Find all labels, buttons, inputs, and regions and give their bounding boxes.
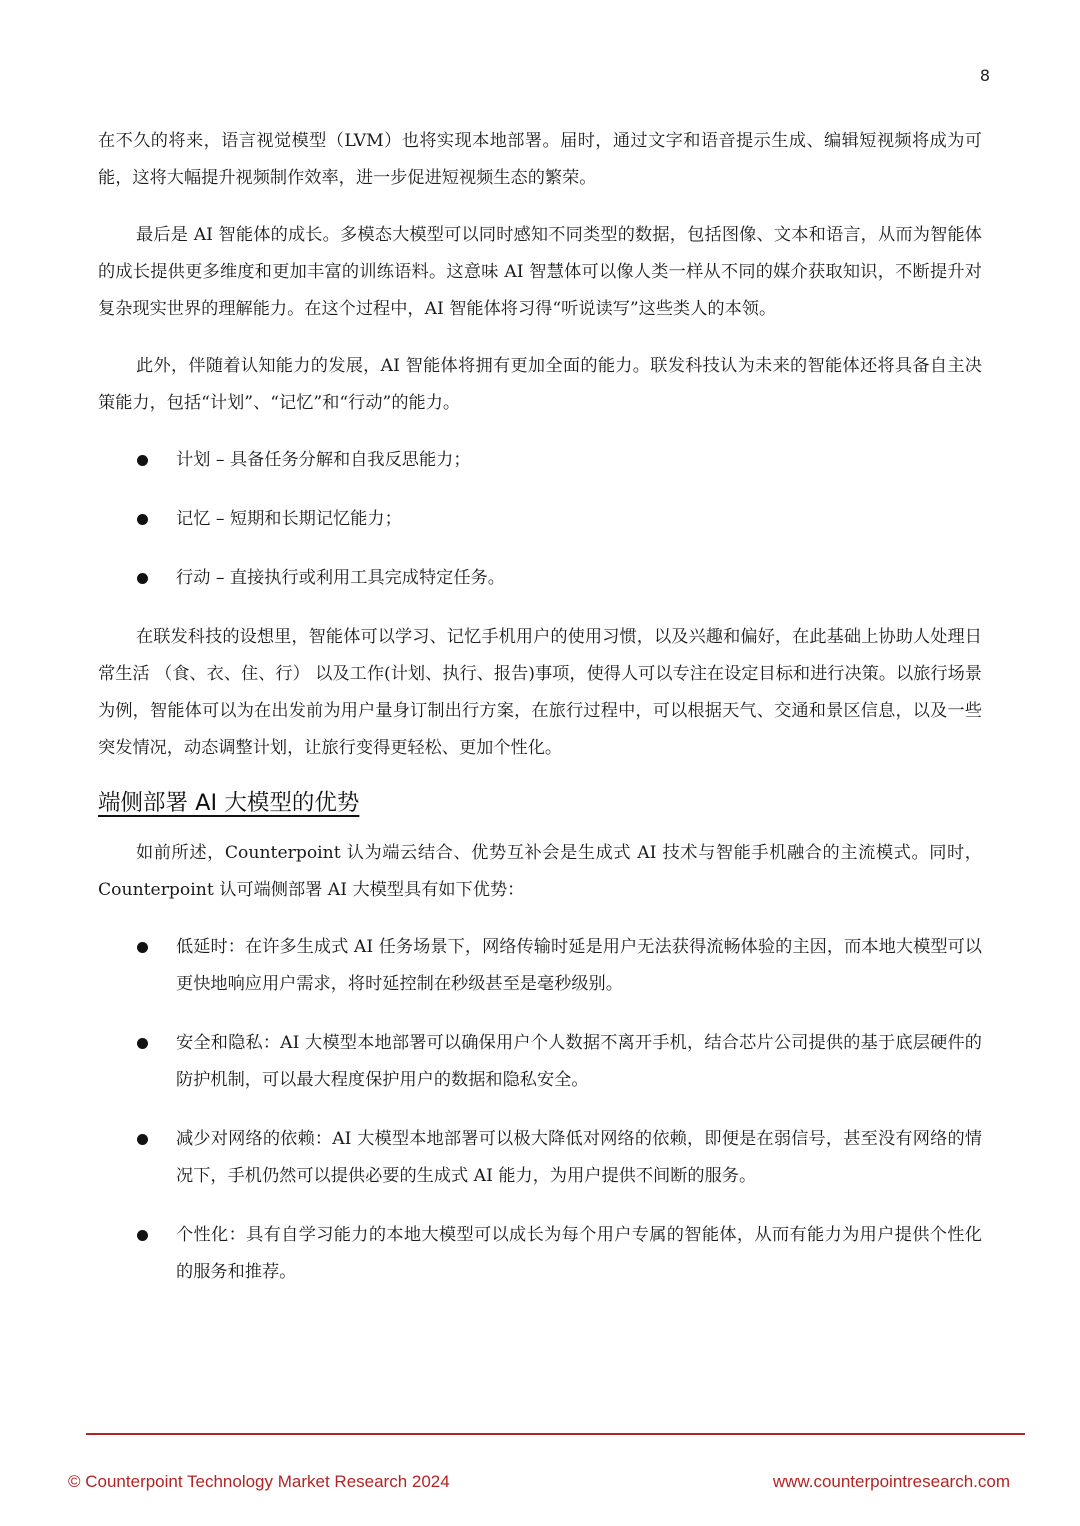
bullet-icon: [137, 1230, 148, 1241]
bullet-icon: [137, 573, 148, 584]
bullet-icon: [137, 514, 148, 525]
document-body: [98, 123, 982, 1313]
list-item-text: 计划 – 具备任务分解和自我反思能力；: [176, 450, 471, 470]
footer-website-link[interactable]: www.counterpointresearch.com: [772, 1472, 1010, 1491]
list-item-text: 低延时：在许多生成式 AI 任务场景下，网络传输时延是用户无法获得流畅体验的主因，而本地大模型可以更快地响应用户需求，将时延控制在秒级甚至是毫秒级别。: [176, 937, 982, 994]
paragraph-vision: 在联发科技的设想里，智能体可以学习、记忆手机用户的使用习惯，以及兴趣和偏好，在此基础上协助人处理日常生活 （食、衣、住、行） 以及工作(计划、执行、报告)事项，使得人可以专注在设定目标和进行决策。以旅行场景为例，智能体可以为在出发前为用户量身订制出行方案，在旅行过程中，可以根据天气、交通和景区信息，以及一些突发情况，动态调整计划，让旅行变得更轻松、更加个性化。: [98, 627, 982, 758]
bullet-icon: [137, 1134, 148, 1145]
list-item: [98, 560, 982, 597]
list-item: [98, 501, 982, 538]
section-title: 端侧部署 AI 大模型的优势: [98, 790, 360, 816]
bullet-icon: [137, 455, 148, 466]
footer-divider: [86, 1433, 1025, 1435]
list-item: [98, 442, 982, 479]
paragraph-lvm: 在不久的将来，语言视觉模型（LVM）也将实现本地部署。届时，通过文字和语音提示生成、编辑短视频将成为可能，这将大幅提升视频制作效率，进一步促进短视频生态的繁荣。: [98, 131, 982, 188]
capabilities-list: [98, 442, 982, 597]
paragraph-agent-abilities: 此外，伴随着认知能力的发展，AI 智能体将拥有更加全面的能力。联发科技认为未来的智能体还将具备自主决策能力，包括“计划”、“记忆”和“行动”的能力。: [98, 356, 982, 413]
bullet-icon: [137, 1038, 148, 1049]
paragraph-agent-growth: 最后是 AI 智能体的成长。多模态大模型可以同时感知不同类型的数据，包括图像、文本和语言，从而为智能体的成长提供更多维度和更加丰富的训练语料。这意味 AI 智慧体可以像人类一样从不同的媒介获取知识，不断提升对复杂现实世界的理解能力。在这个过程中，AI 智能体将习得“听说读写”这些类人的本领。: [98, 225, 982, 319]
advantages-list: [98, 929, 982, 1291]
list-item: [98, 1121, 982, 1195]
list-item-text: 记忆 – 短期和长期记忆能力；: [176, 509, 402, 529]
bullet-icon: [137, 942, 148, 953]
footer-copyright: © Counterpoint Technology Market Research 2024: [68, 1472, 450, 1491]
list-item-text: 减少对网络的依赖：AI 大模型本地部署可以极大降低对网络的依赖，即便是在弱信号，甚至没有网络的情况下，手机仍然可以提供必要的生成式 AI 能力，为用户提供不间断的服务。: [176, 1129, 982, 1186]
list-item: [98, 929, 982, 1003]
list-item: [98, 1217, 982, 1291]
list-item-text: 行动 – 直接执行或利用工具完成特定任务。: [176, 568, 505, 588]
page-number: 8: [979, 66, 990, 85]
list-item-text: 个性化：具有自学习能力的本地大模型可以成长为每个用户专属的智能体，从而有能力为用户提供个性化的服务和推荐。: [176, 1225, 982, 1282]
list-item-text: 安全和隐私：AI 大模型本地部署可以确保用户个人数据不离开手机，结合芯片公司提供的基于底层硬件的防护机制，可以最大程度保护用户的数据和隐私安全。: [176, 1033, 982, 1090]
list-item: [98, 1025, 982, 1099]
paragraph-intro: 如前所述，Counterpoint 认为端云结合、优势互补会是生成式 AI 技术与智能手机融合的主流模式。同时，Counterpoint 认可端侧部署 AI 大模型具有如下优势：: [98, 843, 982, 900]
